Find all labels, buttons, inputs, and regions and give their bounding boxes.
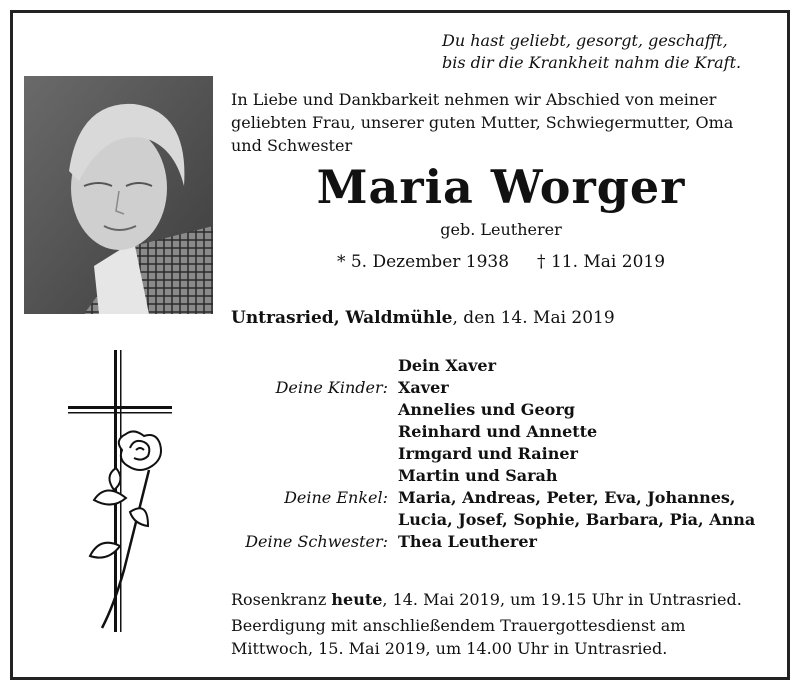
deceased-name: Maria Worger <box>316 160 686 214</box>
child-entry: Martin und Sarah <box>398 466 558 485</box>
intro-line: In Liebe und Dankbarkeit nehmen wir Abschied von meiner <box>231 90 717 109</box>
service-details <box>231 588 779 660</box>
child-entry: Xaver <box>398 378 449 397</box>
place-name: Untrasried, Waldmühle <box>231 308 453 328</box>
sister-label: Deine Schwester: <box>245 532 388 551</box>
grandchildren-entry: Maria, Andreas, Peter, Eva, Johannes, <box>398 488 736 507</box>
cross-with-rose-icon <box>64 350 184 632</box>
rosary-info: Rosenkranz heute, 14. Mai 2019, um 19.15 Uhr in Untrasried. <box>231 590 742 609</box>
maiden-name: geb. Leutherer <box>440 220 562 239</box>
grandchildren-label: Deine Enkel: <box>284 488 388 507</box>
husband-name: Dein Xaver <box>398 356 497 375</box>
motto-line: bis dir die Krankheit nahm die Kraft. <box>442 53 742 72</box>
birth-date: * 5. Dezember 1938 <box>336 252 510 272</box>
children-label: Deine Kinder: <box>275 378 388 397</box>
funeral-info: Beerdigung mit anschließendem Trauergottesdienst am Mittwoch, 15. Mai 2019, um 14.00 Uhr in Untrasried. <box>231 616 686 658</box>
portrait-photo <box>24 76 213 314</box>
death-date: † 11. Mai 2019 <box>537 252 666 272</box>
portrait-photo-graphic <box>24 76 213 314</box>
life-dates <box>231 250 771 274</box>
family-row <box>200 377 780 487</box>
motto-verse <box>442 30 772 74</box>
child-entry: Annelies und Georg <box>398 400 575 419</box>
grandchildren-entry: Lucia, Josef, Sophie, Barbara, Pia, Anna <box>398 510 756 529</box>
child-entry: Reinhard und Annette <box>398 422 598 441</box>
intro-line: und Schwester <box>231 136 353 155</box>
notice-date: , den 14. Mai 2019 <box>452 308 615 328</box>
motto-line: Du hast geliebt, gesorgt, geschafft, <box>442 31 728 50</box>
family-row <box>200 355 780 377</box>
place-and-date <box>231 306 771 330</box>
sister-name: Thea Leutherer <box>398 532 537 551</box>
family-list <box>200 355 780 553</box>
family-row <box>200 531 780 553</box>
intro-line: geliebten Frau, unserer guten Mutter, Schwiegermutter, Oma <box>231 113 734 132</box>
child-entry: Irmgard und Rainer <box>398 444 578 463</box>
intro-text <box>231 88 771 157</box>
family-row <box>200 487 780 531</box>
